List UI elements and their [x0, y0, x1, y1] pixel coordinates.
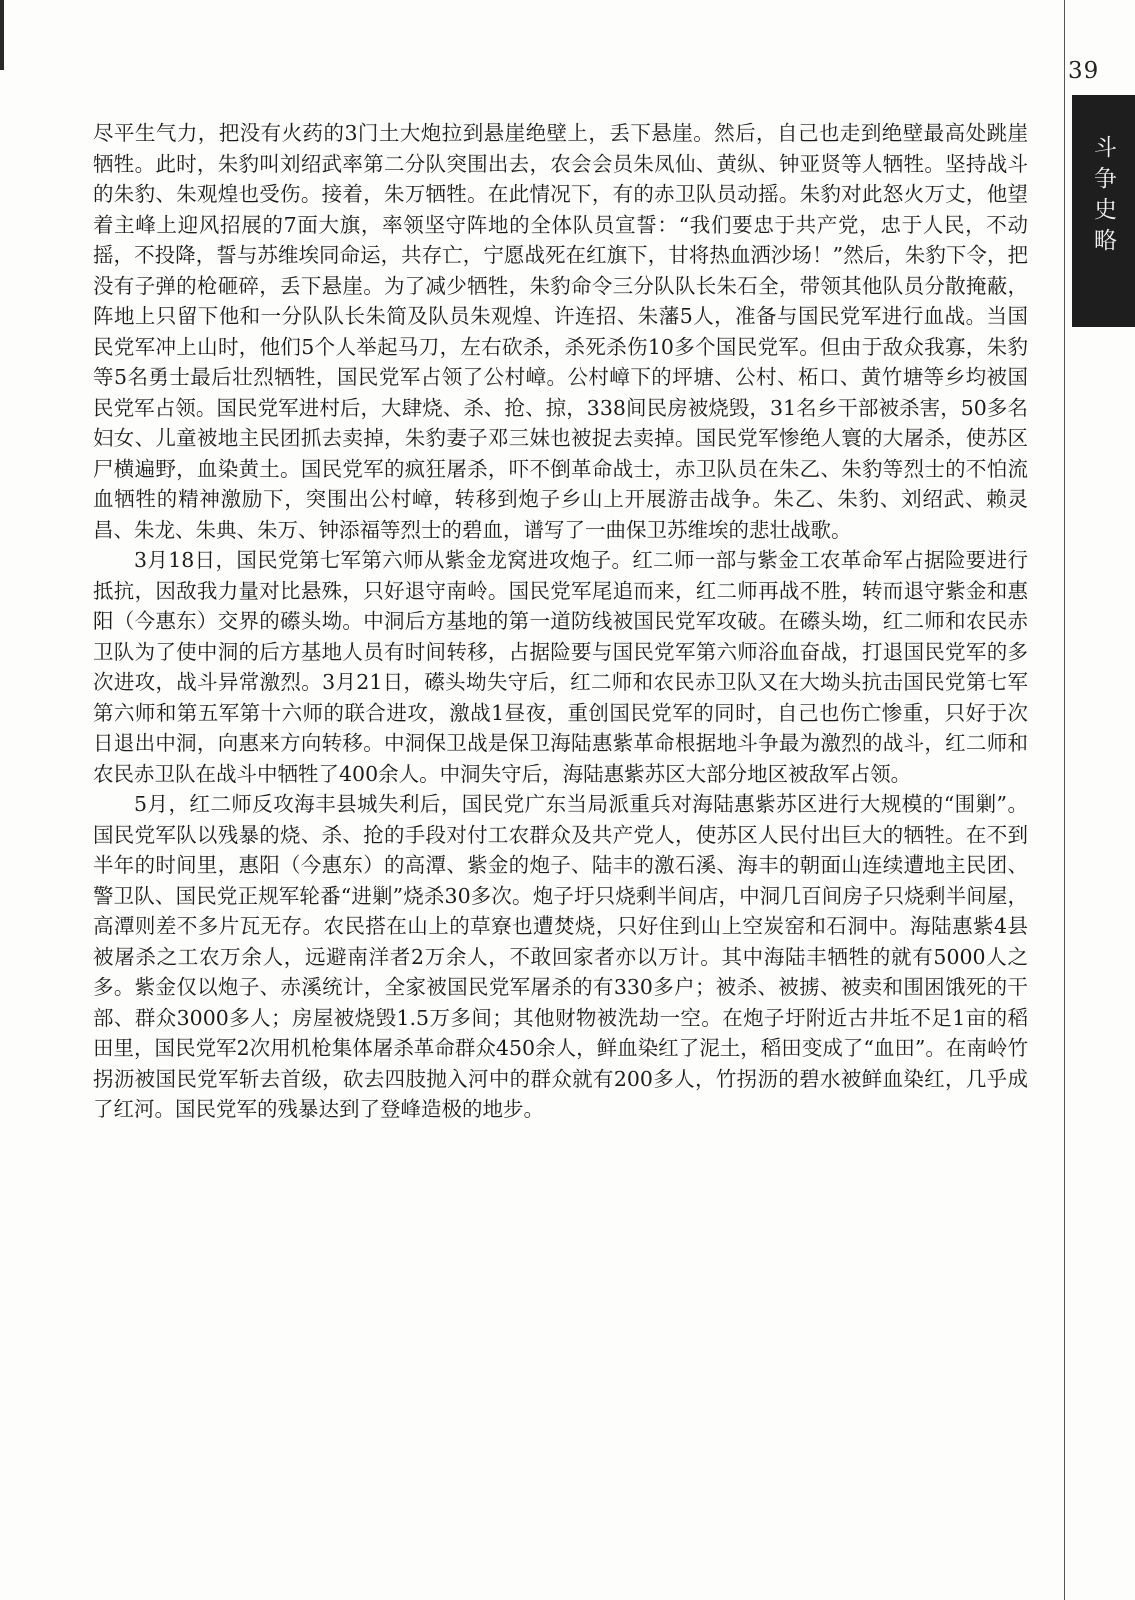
page-number: 39 — [1068, 58, 1100, 84]
margin-rule — [1064, 0, 1065, 1600]
paragraph-3: 5月，红二师反攻海丰县城失利后，国民党广东当局派重兵对海陆惠紫苏区进行大规模的“围剿”。国民党军队以残暴的烧、杀、抢的手段对付工农群众及共产党人，使苏区人民付出巨大的牺牲。在不到半年的时间里，惠阳（今惠东）的高潭、紫金的炮子、陆丰的激石溪、海丰的朝面山连续遭地主民团、警卫队、国民党正规军轮番“进剿”烧杀30多次。炮子圩只烧剩半间店，中洞几百间房子只烧剩半间屋，高潭则差不多片瓦无存。农民搭在山上的草寮也遭焚烧，只好住到山上空炭窑和石洞中。海陆惠紫4县被屠杀之工农万余人，远避南洋者2万余人，不敢回家者亦以万计。其中海陆丰牺牲的就有5000人之多。紫金仅以炮子、赤溪统计，全家被国民党军屠杀的有330多户；被杀、被掳、被卖和围困饿死的干部、群众3000多人；房屋被烧毁1.5万多间；其他财物被洗劫一空。在炮子圩附近古井坵不足1亩的稻田里，国民党军2次用机枪集体屠杀革命群众450余人，鲜血染红了泥土，稻田变成了“血田”。在南岭竹拐沥被国民党军斩去首级，砍去四肢抛入河中的群众就有200多人，竹拐沥的碧水被鲜血染红，几乎成了红河。国民党军的残暴达到了登峰造极的地步。 — [93, 792, 1028, 1121]
paragraph-2: 3月18日，国民党第七军第六师从紫金龙窝进攻炮子。红二师一部与紫金工农革命军占据险要进行抵抗，因敌我力量对比悬殊，只好退守南岭。国民党军尾追而来，红二师再战不胜，转而退守紫金和惠阳（今惠东）交界的礤头坳。中洞后方基地的第一道防线被国民党军攻破。在礤头坳，红二师和农民赤卫队为了使中洞的后方基地人员有时间转移，占据险要与国民党军第六师浴血奋战，打退国民党军的多次进攻，战斗异常激烈。3月21日，礤头坳失守后，红二师和农民赤卫队又在大坳头抗击国民党第七军第六师和第五军第十六师的联合进攻，激战1昼夜，重创国民党军的同时，自己也伤亡惨重，只好于次日退出中洞，向惠来方向转移。中洞保卫战是保卫海陆惠紫革命根据地斗争最为激烈的战斗，红二师和农民赤卫队在战斗中牺牲了400余人。中洞失守后，海陆惠紫苏区大部分地区被敌军占领。 — [93, 548, 1028, 786]
paragraph-1: 尽平生气力，把没有火药的3门土大炮拉到悬崖绝壁上，丢下悬崖。然后，自己也走到绝壁最高处跳崖牺牲。此时，朱豹叫刘绍武率第二分队突围出去，农会会员朱凤仙、黄纵、钟亚贤等人牺牲。坚持战斗的朱豹、朱观煌也受伤。接着，朱万牺牲。在此情况下，有的赤卫队员动摇。朱豹对此怒火万丈，他望着主峰上迎风招展的7面大旗，率领坚守阵地的全体队员宣誓：“我们要忠于共产党，忠于人民，不动摇，不投降，誓与苏维埃同命运，共存亡，宁愿战死在红旗下，甘将热血洒沙场！”然后，朱豹下令，把没有子弹的枪砸碎，丢下悬崖。为了减少牺牲，朱豹命令三分队队长朱石全，带领其他队员分散掩蔽，阵地上只留下他和一分队队长朱简及队员朱观煌、许连招、朱藩5人，准备与国民党军进行血战。当国民党军冲上山时，他们5个人举起马刀，左右砍杀，杀死杀伤10多个国民党军。但由于敌众我寡，朱豹等5名勇士最后壮烈牺牲，国民党军占领了公村嶂。公村嶂下的坪塘、公村、柘口、黄竹塘等乡均被国民党军占领。国民党军进村后，大肆烧、杀、抢、掠，338间民房被烧毁，31名乡干部被杀害，50多名妇女、儿童被地主民团抓去卖掉，朱豹妻子邓三妹也被捉去卖掉。国民党军惨绝人寰的大屠杀，使苏区尸横遍野，血染黄土。国民党军的疯狂屠杀，吓不倒革命战士，赤卫队员在朱乙、朱豹等烈士的不怕流血牺牲的精神激励下，突围出公村嶂，转移到炮子乡山上开展游击战争。朱乙、朱豹、刘绍武、赖灵昌、朱龙、朱典、朱万、钟添福等烈士的碧血，谱写了一曲保卫苏维埃的悲壮战歌。 — [93, 121, 1028, 542]
section-tab-label: 斗争史略 — [1090, 135, 1116, 259]
page-edge-mark — [0, 0, 4, 70]
section-tab — [1072, 95, 1135, 327]
body-text — [93, 118, 1028, 1125]
